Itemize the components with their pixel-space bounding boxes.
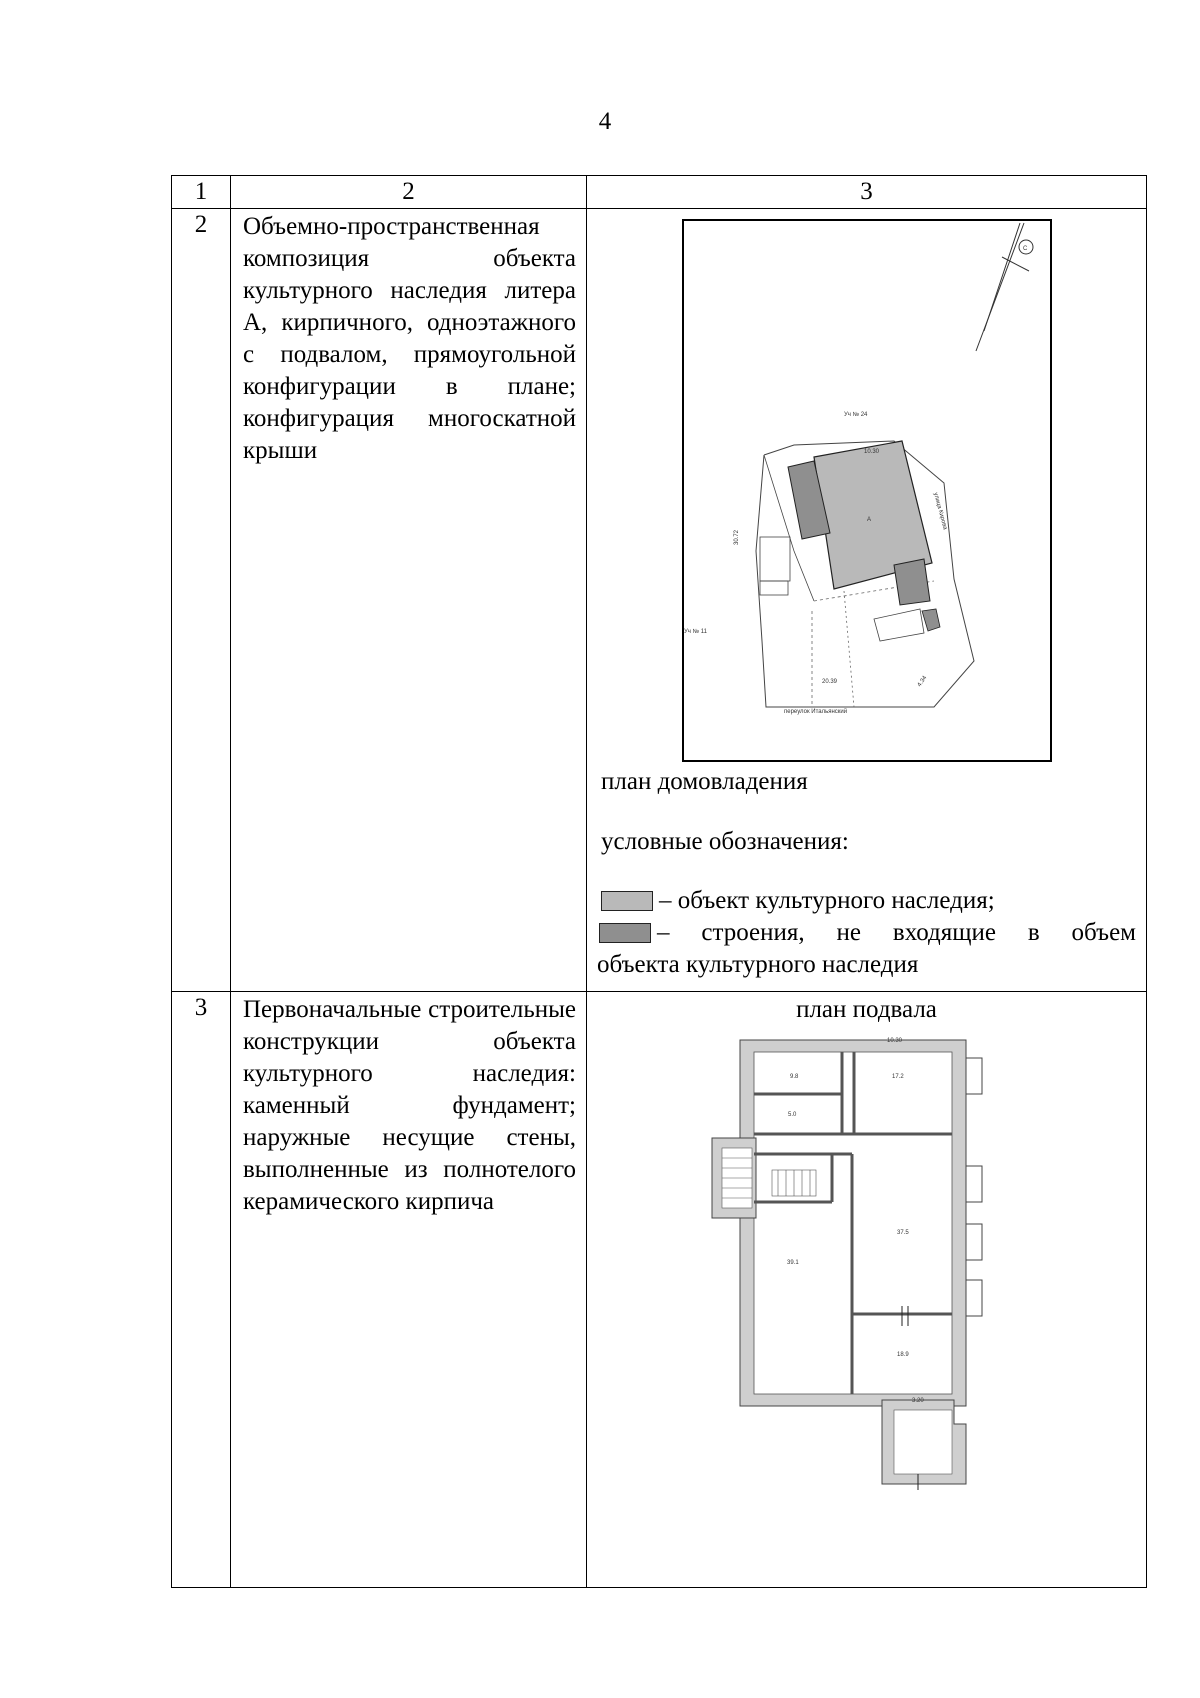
svg-text:9.8: 9.8 — [790, 1074, 799, 1080]
legend-text: – объект культурного наследия; — [659, 887, 995, 914]
legend-swatch-other — [599, 923, 651, 943]
dim-top: 10.30 — [864, 449, 880, 455]
svg-text:5.0: 5.0 — [788, 1112, 797, 1118]
north-mark: С — [1023, 246, 1028, 252]
row-description — [231, 209, 587, 992]
site-plan-figure — [682, 219, 1052, 762]
table-row — [172, 992, 1147, 1588]
svg-text:4.34: 4.34 — [916, 675, 929, 689]
row-number: 2 — [172, 209, 231, 992]
header-cell-3: 3 — [587, 176, 1147, 209]
figure-cell — [587, 209, 1147, 992]
street-north: улица Кирова — [932, 491, 948, 531]
room-area: 37.5 — [897, 1230, 909, 1236]
dim-bottom: 20.39 — [822, 679, 838, 685]
legend-text-line2: объекта культурного наследия — [597, 951, 919, 978]
site-plan-drawing — [684, 221, 1050, 760]
street-south: переулок Итальянский — [784, 709, 848, 715]
legend-text — [657, 917, 1136, 949]
page-number: 4 — [598, 108, 612, 135]
plot-label-north: Уч № 24 — [844, 412, 868, 418]
header-cell-1: 1 — [172, 176, 231, 209]
table-header-row — [172, 176, 1147, 209]
room-area: 39.1 — [787, 1260, 799, 1266]
document-table — [171, 175, 1147, 1588]
building-letter: А — [867, 517, 872, 523]
figure-cell — [587, 992, 1147, 1588]
row-description — [231, 992, 587, 1588]
room-area: 18.9 — [897, 1352, 909, 1358]
svg-text:10.30: 10.30 — [887, 1038, 903, 1044]
dim-bottom: 3.20 — [912, 1398, 924, 1404]
basement-plan-drawing — [692, 1034, 1022, 1524]
legend-item — [601, 885, 1146, 917]
basement-plan-title: план подвала — [796, 996, 937, 1023]
plot-label-west: Уч № 11 — [684, 629, 707, 635]
basement-plan-figure — [692, 1034, 1022, 1524]
north-arrow — [976, 223, 1033, 351]
legend-title: условные обозначения: — [601, 828, 849, 855]
description-text: Первоначальные строительные конструкции объекта культурного наследия: каменный фундамент; наружные несущие стены, выполненные из полнотелого керамического кирпича — [243, 996, 576, 1215]
svg-text:17.2: 17.2 — [892, 1074, 904, 1080]
site-plan-caption: план домовладения — [601, 768, 808, 795]
legend-text-line1: – строения, не входящие в объем — [657, 919, 1136, 946]
legend-item — [599, 917, 1136, 949]
dim-left: 30.72 — [734, 529, 740, 545]
row-number: 3 — [172, 992, 231, 1588]
header-cell-2: 2 — [231, 176, 587, 209]
description-text: Объемно-пространственная композиция объекта культурного наследия литера А, кирпичного, одноэтажного с подвалом, прямоугольной конфигурации в плане; конфигурация многоскатной крыши — [243, 213, 576, 464]
legend-swatch-heritage — [601, 891, 653, 911]
table-row — [172, 209, 1147, 992]
